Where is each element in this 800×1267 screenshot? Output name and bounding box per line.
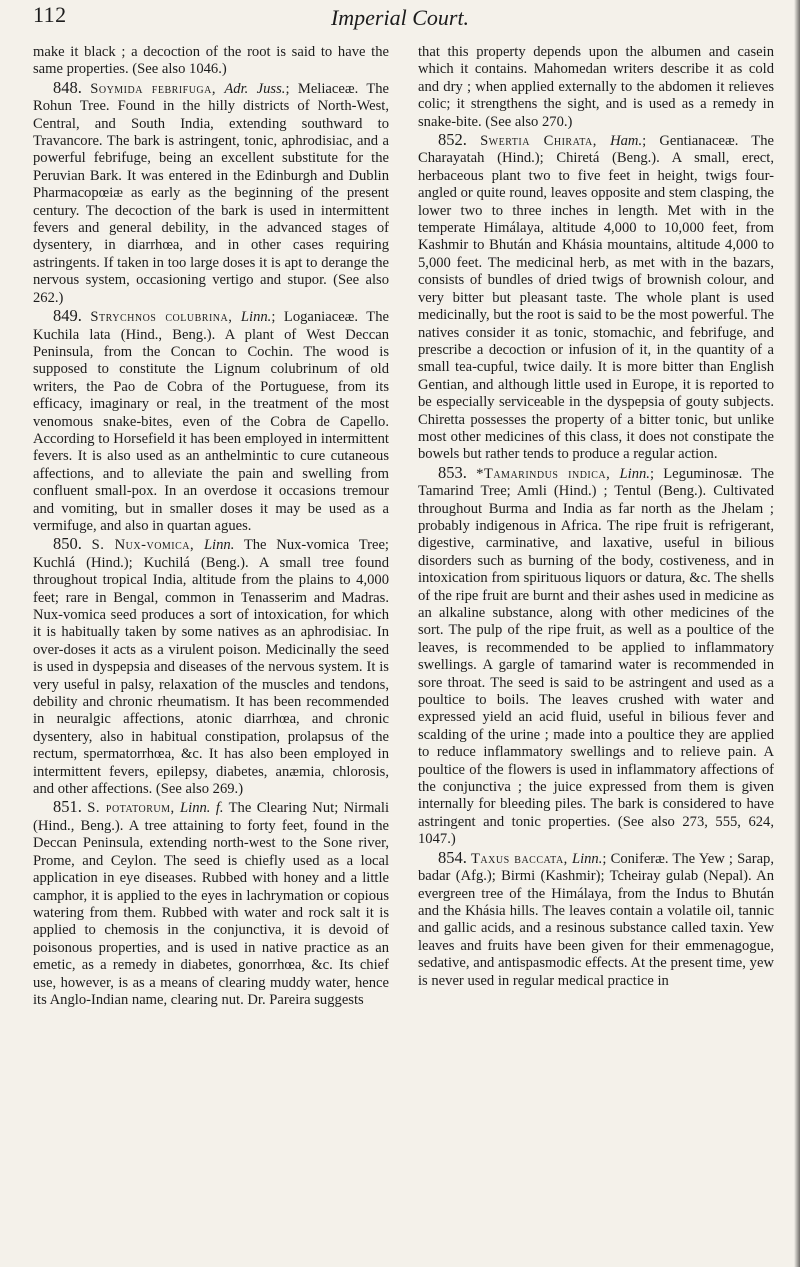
- authority: Ham.: [610, 133, 643, 150]
- entry-852: [418, 131, 774, 464]
- entry-text: ; Loganiaceæ. The Kuchila lata (Hind., Beng.). A plant of West Deccan Peninsula, from the Concan to Cochin. The wood is supposed to constitute the Lignum colubrinum of old writers, the Pao de Cobra of the Portuguese, from its efficacy, imaginary or real, in the treatment of the most venomous snake-bites, even of the Cobra de Capello. According to Horsefield it has been employed in intermittent fevers. It is also used as an anthelmintic to cure cutaneous affections, and to alleviate the pain and swelling from confluent small-pox. In an overdose it occasions tremour and vomiting, but in smaller doses it may be used as a vermifuge, and also in quartan agues.: [33, 309, 389, 534]
- species-name: S. potatorum,: [87, 800, 175, 817]
- authority: Linn. f.: [180, 800, 224, 817]
- authority: Linn.: [203, 537, 235, 554]
- entry-849: [33, 307, 389, 535]
- entry-number: 848.: [53, 77, 82, 97]
- species-name: S. Nux-vomica,: [91, 537, 195, 554]
- entry-850: [33, 535, 389, 798]
- entry-number: 853.: [438, 462, 467, 482]
- authority: Linn.: [571, 850, 603, 867]
- entry-number: 850.: [53, 534, 82, 554]
- right-column: [418, 44, 774, 990]
- authority: Adr. Juss.: [224, 80, 286, 97]
- entry-854: [418, 849, 774, 990]
- entry-number: 851.: [53, 797, 82, 817]
- authority: Linn.: [240, 309, 272, 326]
- authority: Linn.: [619, 465, 650, 482]
- continuation-paragraph: that this property depends upon the albumen and casein which it contains. Mahomedan writers describe it as cold and dry ; when applied externally to the abdomen it relieves colic; it strengthens the sight, and is used as a remedy in snake-bite. (See also 270.): [418, 44, 774, 130]
- page-number: 112: [33, 2, 67, 27]
- species-name: Taxus baccata,: [471, 850, 568, 867]
- left-column: [33, 44, 389, 1009]
- entry-text: The Clearing Nut; Nirmali (Hind., Beng.). A tree attaining to forty feet, found in the Deccan Peninsula, extending north-west to the Sone river, Prome, and Ceylon. The seed is chiefly used as a local application in eye diseases. Rubbed with honey and a little camphor, it is applied to the eyes in lachrymation or copious watering from them. Rubbed with water and rock salt it is applied to chemosis in the conjunctiva, it is devoid of poisonous properties, and is used in native practice as an emetic, as a remedy in diabetes, gonorrhœa, &c. Its chief use, however, is as a means of clearing muddy water, hence its Anglo-Indian name, clearing nut. Dr. Pareira suggests: [33, 800, 390, 1008]
- entry-text: The Nux-vomica Tree; Kuchlá (Hind.); Kuchilá (Beng.). A small tree found throughout tropical India, altitude from the plains to 4,000 feet; rare in Bengal, common in Tenasserim and Madras. Nux-vomica seed produces a sort of intoxication, for which it is habitually taken by some natives as an aphrodisiac. In over-doses it acts as a virulent poison. Medicinally the seed is used in dyspepsia and diseases of the nervous system. It is very useful in palsy, relaxation of the muscles and tendons, debility and chronic rheumatism. It has been recommended in neuralgic affections, atonic diarrhœa, and chronic dysentery, also in habitual constipation, prolapsus of the rectum, spermatorrhœa, &c. It has also been employed in intermittent fevers, epilepsy, diabetes, anæmia, chlorosis, and other affections. (See also 269.): [33, 537, 389, 798]
- entry-text: ; Meliaceæ. The Rohun Tree. Found in the hilly districts of North-West, Central, and South India, extending southward to Travancore. The bark is astringent, tonic, aphrodisiac, and a powerful febrifuge, being an excellent substitute for the Peruvian Bark. It was entered in the Edinburgh and Dublin Pharmacopœiæ as early as the beginning of the present century. The decoction of the bark is used in intermittent fevers and general debility, in the advanced stages of dysentery, in diarrhœa, and in other cases requiring astringents. If taken in too large doses it is apt to derange the nervous system, occasioning vertigo and stupor. (See also 262.): [33, 80, 390, 306]
- entry-text: ; Leguminosæ. The Tamarind Tree; Amli (Hind.) ; Tentul (Beng.). Cultivated throughout Burma and India as far north as the Jhelam ; probably indigenous in Africa. The ripe fruit is refrigerant, digestive, carminative, and laxative, useful in bilious disorders such as burning of the body, costiveness, and in intoxication from spirituous liquors or datura, &c. The shells of the ripe fruit are burnt and their ashes used in medicine as an alkaline substance, along with other medicines of the sort. The pulp of the ripe fruit, as well as a poultice of the leaves, is recommended to be applied to inflammatory swellings. A gargle of tamarind water is recommended in sore throat. The seed is said to be astringent and used as a poultice to boils. The leaves crushed with water and expressed yield an acid fluid, useful in bilious fever and scalding of the urine ; made into a poultice they are applied to reduce inflammatory swellings and to relieve pain. A poultice of the flowers is used in inflammatory affections of the conjunctiva ; the juice expressed from them is given internally for bleeding piles. The bark is considered to have astringent and tonic properties. (See also 273, 555, 624, 1047.): [418, 465, 774, 848]
- entry-text: ; Gentianaceæ. The Charayatah (Hind.); Chiretá (Beng.). A small, erect, herbaceous plant two to five feet in height, twigs four-angled or quite round, leaves opposite and stem clasping, the lower two to three inches in length. Met with in the temperate Himálaya, altitude 4,000 to 10,000 feet, from Kashmir to Bhután and Khásia mountains, altitude 4,000 to 5,000 feet. The medicinal herb, as met with in the bazars, consists of bundles of dried twigs of brownish colour, and very bitter but pleasant taste. The whole plant is used medicinally, but the root is said to be the most powerful. The natives consider it as tonic, stomachic, and febrifuge, and prescribe a decoction or infusion of it, in the quantity of a small tea-cupful, twice daily. It is more bitter than English Gentian, and although little used in Europe, it is reported to be especially serviceable in the dyspepsia of gouty subjects. Chiretta possesses the property of a bitter tonic, but unlike most other medicines of this class, it does not constipate the bowels but rather tends to produce a regular action.: [418, 133, 774, 463]
- entry-text: ; Coniferæ. The Yew ; Sarap, badar (Afg.); Birmi (Kashmir); Tcheiray gulab (Nepal). An evergreen tree of the Himálaya, from the Indus to Bhután and the Khásia hills. The leaves contain a volatile oil, tannic and gallic acids, and a resinous substance called taxin. Yew leaves and fruits have been given for their emmenagogue, sedative, and antispasmodic effects. At the present time, yew is never used in regular medical practice in: [418, 850, 774, 989]
- entry-number: 854.: [438, 847, 467, 867]
- entry-number: 849.: [53, 306, 82, 326]
- entry-853: [418, 464, 774, 849]
- continuation-paragraph: make it black ; a decoction of the root is said to have the same properties. (See also 1046.): [33, 44, 389, 78]
- species-name: Strychnos colubrina,: [90, 309, 233, 326]
- page-edge-shadow: [794, 0, 800, 1267]
- species-name: Soymida febrifuga,: [90, 80, 217, 97]
- entry-851: [33, 798, 389, 1009]
- entry-number: 852.: [438, 130, 467, 150]
- entry-848: [33, 79, 389, 307]
- species-name: Swertia Chirata,: [480, 133, 597, 150]
- species-name: *Tamarindus indica,: [476, 465, 611, 482]
- running-head: Imperial Court.: [330, 5, 470, 30]
